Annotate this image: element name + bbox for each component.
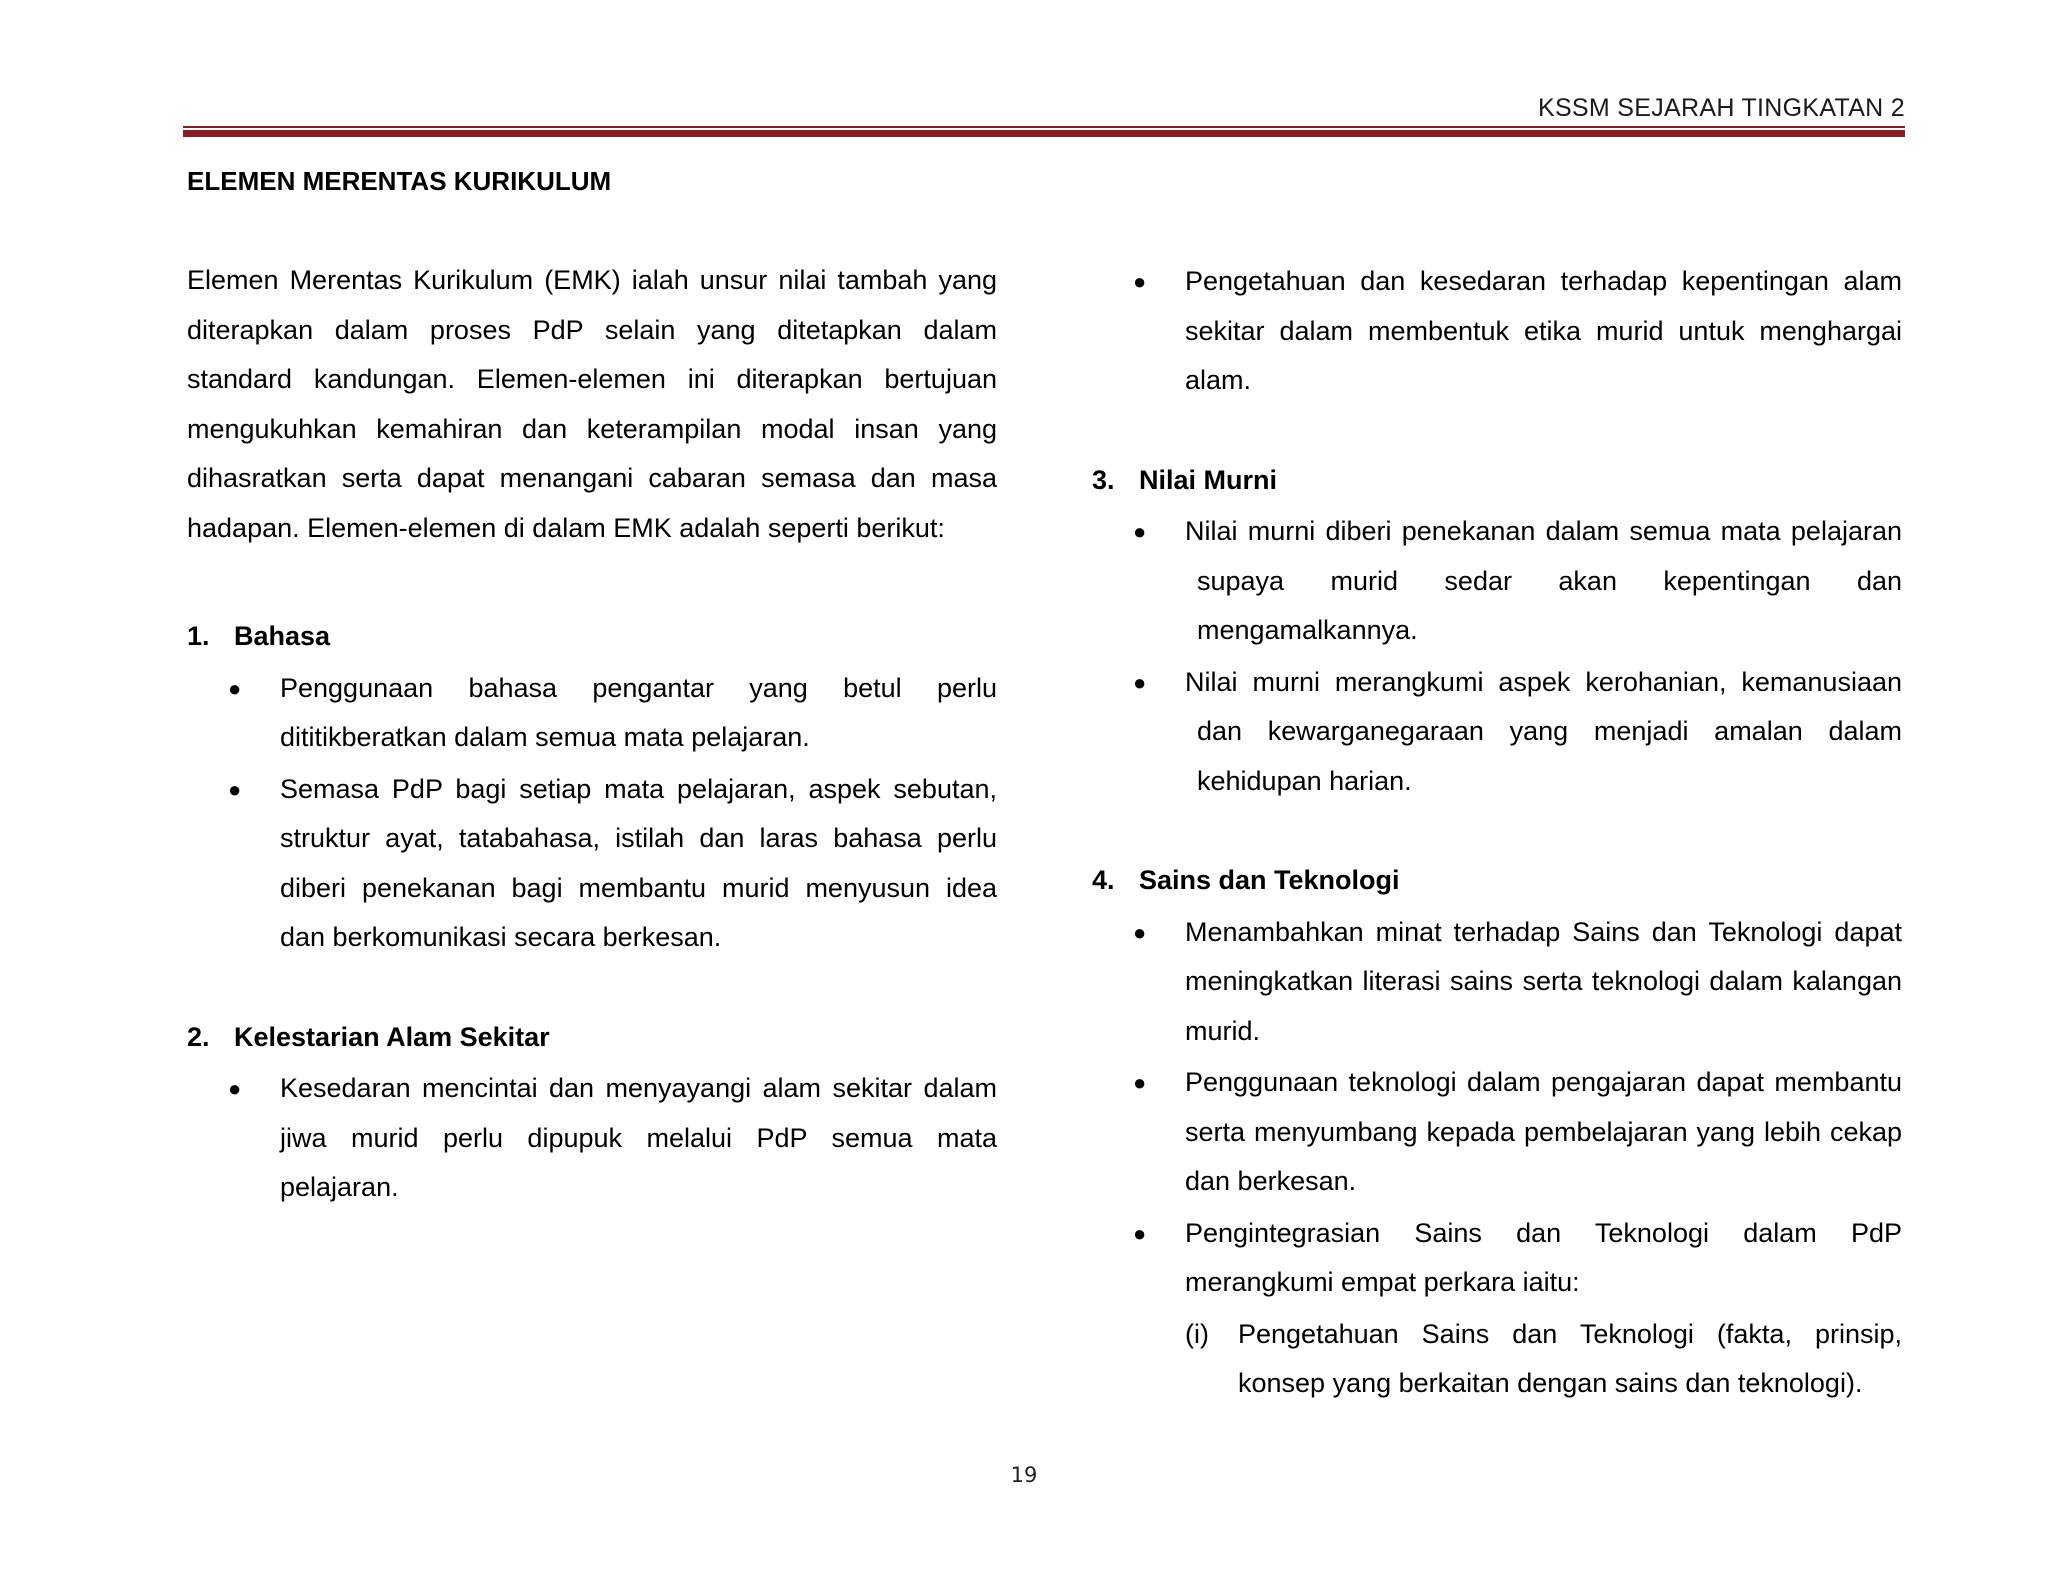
list-item xyxy=(1092,1209,1902,1308)
section-kelestarian xyxy=(187,1013,997,1213)
list-item-text: Pengintegrasian Sains dan Teknologi dalam PdP merangkumi empat perkara iaitu: xyxy=(1185,1217,1902,1297)
sub-item-text: Pengetahuan Sains dan Teknologi (fakta, prinsip, konsep yang berkaitan dengan sains dan teknologi). xyxy=(1238,1318,1902,1398)
section-heading xyxy=(1092,456,1902,506)
bullet-list xyxy=(187,664,997,963)
list-item-text: Penggunaan teknologi dalam pengajaran dapat membantu serta menyumbang kepada pembelajaran yang lebih cekap dan berkesan. xyxy=(1185,1067,1902,1196)
intro-paragraph: Elemen Merentas Kurikulum (EMK) ialah unsur nilai tambah yang diterapkan dalam proses PdP selain yang ditetapkan dalam standard kandungan. Elemen-elemen ini diterapkan bertujuan mengukuhkan kemahiran dan keterampilan modal insan yang dihasratkan serta dapat menangani cabaran semasa dan masa hadapan. Elemen-elemen di dalam EMK adalah seperti berikut: xyxy=(187,265,997,543)
list-item xyxy=(1092,1058,1902,1207)
bullet-dot-icon: ● xyxy=(1133,919,1147,945)
section-number: 2. xyxy=(187,1021,210,1052)
bullet-dot-icon: ● xyxy=(1133,1220,1147,1246)
bullet-dot-icon: ● xyxy=(228,776,242,802)
bullet-dot-icon: ● xyxy=(1133,669,1147,695)
section-heading xyxy=(187,1013,997,1063)
list-item-text: Nilai murni diberi penekanan dalam semua mata pelajaran supaya murid sedar akan kepentingan dan mengamalkannya. xyxy=(1185,516,1902,645)
list-item xyxy=(187,765,997,963)
section-bahasa xyxy=(187,612,997,963)
bullet-list-continued xyxy=(1092,257,1902,406)
sub-item-number: (i) xyxy=(1185,1318,1209,1349)
section-number: 3. xyxy=(1092,464,1115,495)
section-heading xyxy=(1092,856,1902,906)
list-item-text: Pengetahuan dan kesedaran terhadap kepentingan alam sekitar dalam membentuk etika murid untuk menghargai alam. xyxy=(1185,266,1902,395)
bullet-dot-icon: ● xyxy=(1133,269,1147,294)
section-heading xyxy=(187,612,997,662)
section-heading-text: Nilai Murni xyxy=(1139,464,1278,495)
section-number: 1. xyxy=(187,621,210,651)
list-item xyxy=(1092,658,1902,807)
page-number: 19 xyxy=(1010,1463,1038,1487)
header-rule-thick xyxy=(183,130,1905,137)
list-item xyxy=(1092,507,1902,656)
left-column xyxy=(187,256,997,1263)
section-heading-text: Kelestarian Alam Sekitar xyxy=(234,1021,550,1052)
list-item xyxy=(187,1064,997,1213)
section-title: ELEMEN MERENTAS KURIKULUM xyxy=(187,166,612,196)
list-item-text: Semasa PdP bagi setiap mata pelajaran, aspek sebutan, struktur ayat, tatabahasa, istilah dan laras bahasa perlu diberi penekanan bagi membantu murid menyusun idea dan berkomunikasi secara berkesan. xyxy=(280,773,997,952)
bullet-list xyxy=(1092,908,1902,1308)
section-nilai-murni xyxy=(1092,456,1902,807)
right-column xyxy=(1092,257,1902,1459)
list-item xyxy=(1092,908,1902,1057)
list-item xyxy=(187,664,997,763)
bullet-dot-icon: ● xyxy=(1133,519,1147,544)
section-sains-teknologi xyxy=(1092,856,1902,1409)
bullet-list xyxy=(1092,507,1902,806)
list-item-text: Menambahkan minat terhadap Sains dan Teknologi dapat meningkatkan literasi sains serta teknologi dalam kalangan murid. xyxy=(1185,916,1902,1046)
section-number: 4. xyxy=(1092,865,1115,895)
running-header: KSSM SEJARAH TINGKATAN 2 xyxy=(1537,94,1905,122)
list-item xyxy=(1092,257,1902,406)
section-heading-text: Bahasa xyxy=(234,621,331,651)
list-item-text: Penggunaan bahasa pengantar yang betul perlu dititikberatkan dalam semua mata pelajaran. xyxy=(280,672,997,752)
list-item-text: Nilai murni merangkumi aspek kerohanian, kemanusiaan dan kewarganegaraan yang menjadi amalan dalam kehidupan harian. xyxy=(1185,666,1902,796)
bullet-dot-icon: ● xyxy=(228,675,242,701)
bullet-dot-icon: ● xyxy=(228,1076,242,1101)
section-heading-text: Sains dan Teknologi xyxy=(1139,865,1400,895)
bullet-dot-icon: ● xyxy=(1133,1070,1147,1095)
header-rule xyxy=(183,126,1905,138)
sub-list-item xyxy=(1092,1310,1902,1409)
header-rule-thin xyxy=(183,126,1905,128)
bullet-list xyxy=(187,1064,997,1213)
list-item-text: Kesedaran mencintai dan menyayangi alam sekitar dalam jiwa murid perlu dipupuk melalui PdP semua mata pelajaran. xyxy=(280,1073,997,1202)
